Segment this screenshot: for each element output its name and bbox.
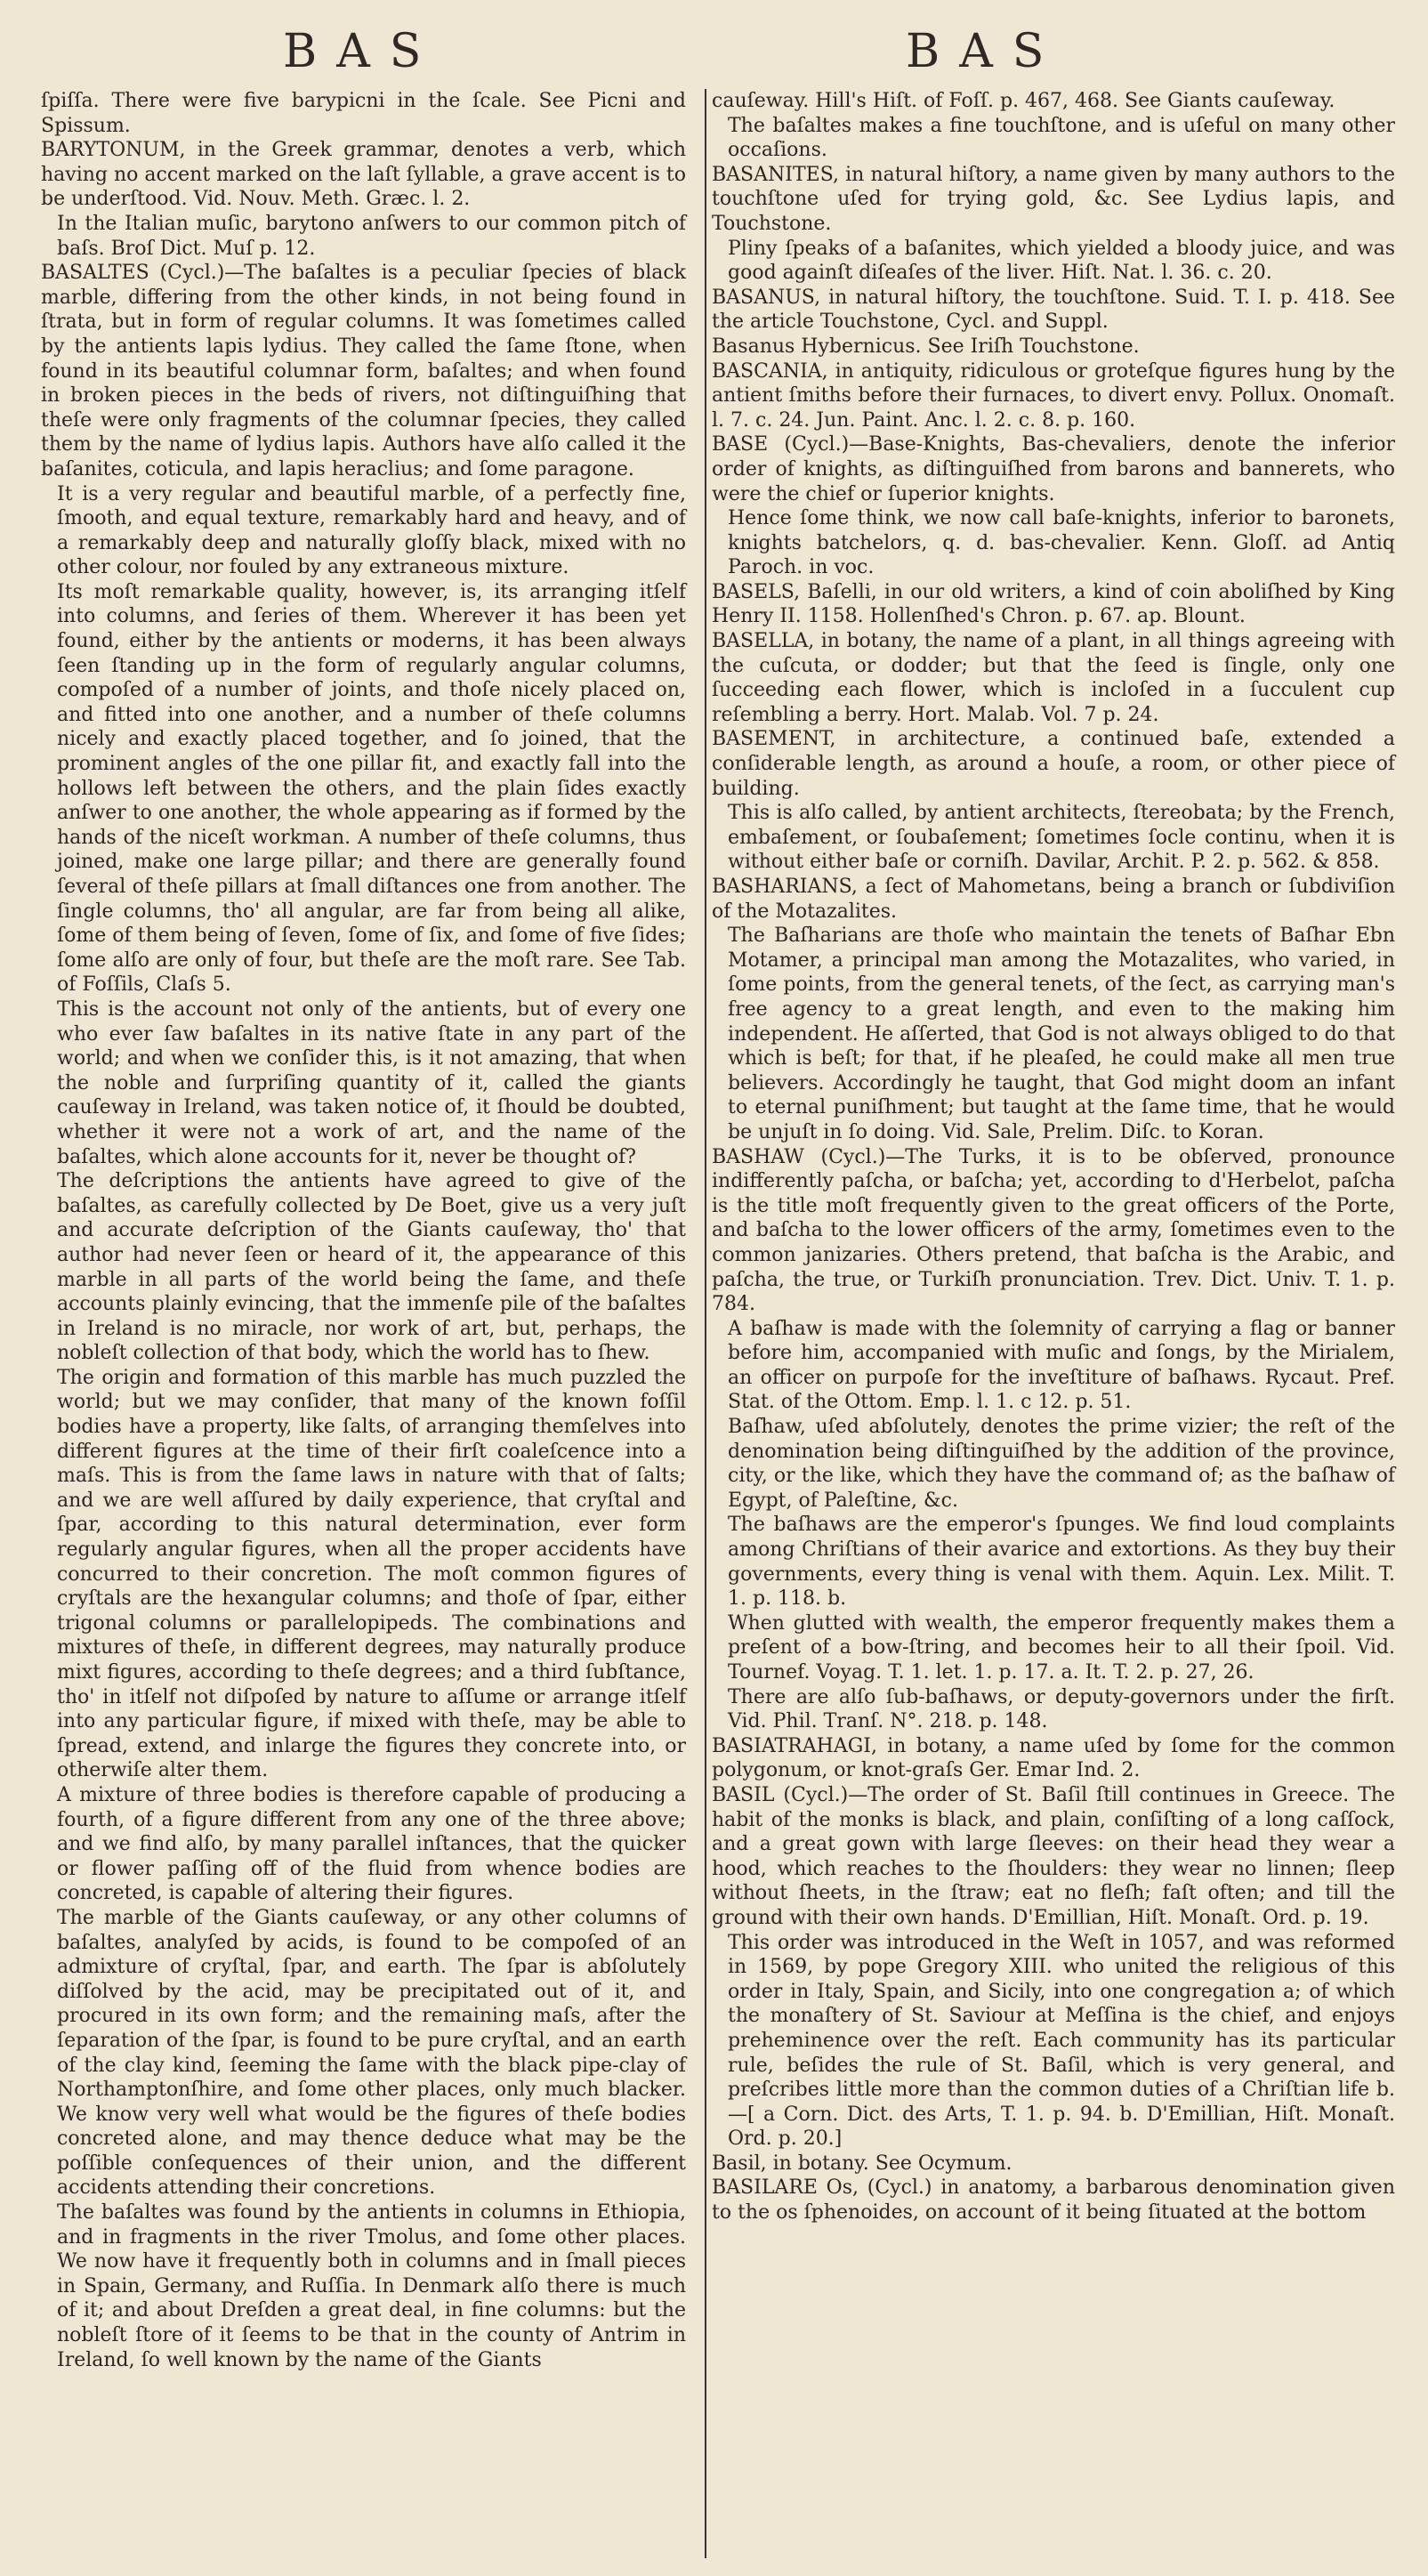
page-header-left: BAS (283, 25, 441, 78)
paragraph: cauſeway. Hill's Hiſt. of Foſſ. p. 467, 468. See Giants cauſeway. (712, 90, 1335, 112)
entry-paragraph: BASIATRAHAGI, in botany, a name uſed by ſome for the common polygonum, or knot-graſs Ger. Emar Ind. 2. (712, 1734, 1395, 1782)
entry-paragraph: Basil, in botany. See Ocymum. (712, 2152, 1013, 2175)
paragraph: This order was introduced in the Weſt in 1057, and was reformed in 1569, by pope Gregory XIII. who united the religious of this order in Italy, Spain, and Sicily, into one congregation a; of which the monaſtery of St. Saviour at Meſſina is the chief, and enjoys preheminence over the reſt. Each community has its particular rule, beſides the rule of St. Baſil, which is very general, and preſcribes little more than the common duties of a Chriſtian life b.—[ a Corn. Dict. des Arts, T. 1. p. 94. b. D'Emillian, Hiſt. Monaſt. Ord. p. 20.] (728, 1931, 1395, 2151)
entry-paragraph: BARYTONUM, in the Greek grammar, denotes a verb, which having no accent marked on the laſt ſyllable, a grave accent is to be underſtood. Vid. Nouv. Meth. Græc. l. 2. (41, 139, 687, 211)
paragraph: Baſhaw, uſed abſolutely, denotes the prime vizier; the reſt of the denomination being diſtinguiſhed by the addition of the province, city, or the like, which they have the command of; as the baſhaw of Egypt, of Paleſtine, &c. (728, 1416, 1395, 1512)
paragraph: There are alſo ſub-baſhaws, or deputy-governors under the firſt. Vid. Phil. Tranſ. N°. 218. p. 148. (728, 1685, 1395, 1733)
entry-paragraph: BASELLA, in botany, the name of a plant, in all things agreeing with the cuſcuta, or dodder; but that the ſeed is ſingle, only one ſucceeding each flower, which is incloſed in a ſucculent cup reſembling a berry. Hort. Malab. Vol. 7 p. 24. (712, 630, 1395, 726)
paragraph: The origin and formation of this marble has much puzzled the world; but we may conſider, that many of the known foſſil bodies have a property, like ſalts, of arranging themſelves into different figures at the time of their firſt coaleſcence into a maſs. This is from the ſame laws in nature with that of ſalts; and we are well aſſured by daily experience, that cryſtal and ſpar, according to this natural determination, ever form regularly angular figures, when all the proper accidents have concurred to their concretion. The moſt common figures of cryſtals are the hexangular columns; and thoſe of ſpar, either trigonal columns or parallelopipeds. The combinations and mixtures of theſe, in different degrees, may naturally produce mixt figures, according to theſe degrees; and a third ſubſtance, tho' in itſelf not diſpoſed by nature to aſſume or arrange itſelf into any particular figure, if mixed with theſe, may be able to ſpread, extend, and inlarge the figures they concrete into, or otherwiſe alter them. (57, 1366, 686, 1782)
paragraph: This is alſo called, by antient architects, ſtereobata; by the French, embaſement, or ſoubaſement; ſometimes ſocle continu, when it is without either baſe or corniſh. Davilar, Archit. P. 2. p. 562. & 858. (728, 802, 1395, 874)
entry-paragraph: BASELS, Baſelli, in our old writers, a kind of coin aboliſhed by King Henry II. 1158. Hollenſhed's Chron. p. 67. ap. Blount. (712, 580, 1395, 628)
page-header-right: BAS (906, 25, 1064, 78)
paragraph: A mixture of three bodies is therefore capable of producing a fourth, of a figure different from any one of the three above; and we find alſo, by many parallel inſtances, that the quicker or flower paſſing off of the fluid from whence bodies are concreted, is capable of altering their figures. (57, 1783, 686, 1905)
paragraph: When glutted with wealth, the emperor frequently makes them a preſent of a bow-ſtring, and becomes heir to all their ſpoil. Vid. Tournef. Voyag. T. 1. let. 1. p. 17. a. It. T. 2. p. 27, 26. (728, 1611, 1395, 1684)
column-divider (705, 89, 706, 2558)
paragraph: Pliny ſpeaks of a baſanites, which yielded a bloody juice, and was good againſt diſeaſes of the liver. Hiſt. Nat. l. 36. c. 20. (728, 237, 1395, 285)
paragraph: The baſaltes was found by the antients in columns in Ethiopia, and in fragments in the river Tmolus, and ſome other places. We now have it frequently both in columns and in ſmall pieces in Spain, Germany, and Ruſſia. In Denmark alſo there is much of it; and about Dreſden a great deal, in fine columns: but the nobleſt ſtore of it ſeems to be that in the county of Antrim in Ireland, ſo well known by the name of the Giants (57, 2201, 686, 2371)
entry-paragraph: BASANITES, in natural hiſtory, a name given by many authors to the touchſtone uſed for trying gold, &c. See Lydius lapis, and Touchstone. (712, 163, 1395, 235)
entry-paragraph: BASE (Cycl.)—Base-Knights, Bas-chevaliers, denote the inferior order of knights, as diſtinguiſhed from barons and bannerets, who were the chief or ſuperior knights. (712, 433, 1395, 505)
entry-paragraph: BASILARE Os, (Cycl.) in anatomy, a barbarous denomination given to the os ſphenoides, on account of it being ſituated at the bottom (712, 2176, 1395, 2225)
paragraph: ſpiſſa. There were five barypicni in the ſcale. See Picni and Spissum. (41, 90, 686, 137)
right-column (712, 89, 1395, 2225)
paragraph: It is a very regular and beautiful marble, of a perfectly fine, ſmooth, and equal texture, remarkably hard and heavy, and of a remarkably deep and naturally gloſſy black, mixed with no other colour, nor fouled by any extraneous mixture. (57, 482, 686, 579)
entry-paragraph: Basanus Hybernicus. See Iriſh Touchstone. (712, 335, 1140, 358)
paragraph: Hence ſome think, we now call baſe-knights, inferior to baronets, knights batchelors, q. d. bas-chevalier. Kenn. Gloſſ. ad Antiq Paroch. in voc. (728, 507, 1395, 579)
paragraph: The baſaltes makes a fine touchſtone, and is uſeful on many other occaſions. (728, 114, 1395, 162)
entry-paragraph: BASHARIANS, a ſect of Mahometans, being a branch or ſubdiviſion of the Motazalites. (712, 876, 1395, 923)
entry-paragraph: BASCANIA, in antiquity, ridiculous or groteſque figures hung by the antient ſmiths before their furnaces, to divert envy. Pollux. Onomaſt. l. 7. c. 24. Jun. Paint. Anc. l. 2. c. 8. p. 160. (712, 359, 1395, 432)
entry-paragraph: BASALTES (Cycl.)—The baſaltes is a peculiar ſpecies of black marble, differing from the other kinds, in not being found in ſtrata, but in form of regular columns. It was ſometimes called by the antients lapis lydius. They called the ſame ſtone, when found in its beautiful columnar form, baſaltes; and when found in broken pieces in the beds of rivers, not diſtinguiſhing that theſe were only fragments of the columnar ſpecies, they called them by the name of lydius lapis. Authors have alſo called it the baſanites, coticula, and lapis heraclius; and ſome paragone. (41, 262, 686, 480)
paragraph: The baſhaws are the emperor's ſpunges. We find loud complaints among Chriſtians of their avarice and extortions. As they buy their governments, every thing is venal with them. Aquin. Lex. Milit. T. 1. p. 118. b. (728, 1514, 1395, 1611)
paragraph: A baſhaw is made with the ſolemnity of carrying a flag or banner before him, accompanied with muſic and ſongs, by the Mirialem, an officer on purpoſe for the inveſtiture of baſhaws. Rycaut. Pref. Stat. of the Ottom. Emp. l. 1. c 12. p. 51. (728, 1317, 1395, 1414)
paragraph: In the Italian muſic, barytono anſwers to our common pitch of baſs. Broſ Dict. Muſ p. 12. (57, 212, 686, 260)
paragraph: The Baſharians are thoſe who maintain the tenets of Baſhar Ebn Motamer, a principal man among the Motazalites, who varied, in ſome points, from the general tenets, of the ſect, as carrying man's free agency to a great length, and even to the making him independent. He aſſerted, that God is not always obliged to do that which is beſt; for that, if he pleaſed, he could make all men true believers. Accordingly he taught, that God might doom an infant to eternal puniſhment; but taught at the ſame time, that he would be unjuſt in ſo doing. Vid. Sale, Prelim. Diſc. to Koran. (728, 925, 1395, 1143)
entry-paragraph: BASIL (Cycl.)—The order of St. Baſil ſtill continues in Greece. The habit of the monks is black, and plain, conſiſting of a long caſſock, and a great gown with large ſleeves: on their head they wear a hood, which reaches to the ſhoulders: they wear no linnen; ſleep without ſheets, in the ſtraw; eat no fleſh; faſt often; and till the ground with their own hands. D'Emillian, Hiſt. Monaſt. Ord. p. 19. (712, 1783, 1395, 1929)
paragraph: This is the account not only of the antients, but of every one who ever ſaw baſaltes in its native ſtate in any part of the world; and when we conſider this, is it not amazing, that when the noble and ſurpriſing quantity of it, called the giants cauſeway in Ireland, was taken notice of, it ſhould be doubted, whether it were not a work of art, and the name of the baſaltes, which alone accounts for it, never be thought of? (57, 997, 686, 1168)
entry-paragraph: BASEMENT, in architecture, a continued baſe, extended a conſiderable length, as around a houſe, a room, or other piece of building. (712, 728, 1395, 800)
paragraph: Its moſt remarkable quality, however, is, its arranging itſelf into columns, and ſeries of them. Wherever it has been yet found, either by the antients or moderns, it has been always ſeen ſtanding up in the form of regularly angular columns, compoſed of a number of joints, and thoſe nicely placed on, and fitted into one another, and a number of theſe columns nicely and exactly placed together, and ſo joined, that the prominent angles of the one pillar fit, and exactly fall into the hollows left between the others, and the plain ſides exactly anſwer to one another, the whole appearing as if formed by the hands of the niceſt workman. A number of theſe columns, thus joined, make one large pillar; and there are generally found ſeveral of theſe pillars at ſmall diſtances one from another. The ſingle columns, tho' all angular, are far from being all alike, ſome of them being of ſeven, ſome of ſix, and ſome of five ſides; ſome alſo are only of four, but theſe are the moſt rare. See Tab. of Foſſils, Claſs 5. (57, 580, 686, 997)
entry-paragraph: BASANUS, in natural hiſtory, the touchſtone. Suid. T. I. p. 418. See the article Touchstone, Cycl. and Suppl. (712, 286, 1395, 334)
paragraph: The marble of the Giants cauſeway, or any other columns of baſaltes, analyſed by acids, is found to be compoſed of an admixture of cryſtal, ſpar, and earth. The ſpar is abſolutely diſſolved by the acid, may be precipitated out of it, and procured in its own form; and the remaining maſs, after the ſeparation of the ſpar, is found to be pure cryſtal, and an earth of the clay kind, ſeeming the ſame with the black pipe-clay of Northamptonſhire, and ſome other places, only much blacker. We know very well what would be the figures of theſe bodies concreted alone, and may thence deduce what may be the poſſible conſequences of their union, and the different accidents attending their concretions. (57, 1906, 686, 2200)
entry-paragraph: BASHAW (Cycl.)—The Turks, it is to be obſerved, pronounce indifferently paſcha, or baſcha; yet, according to d'Herbelot, paſcha is the title moſt frequently given to the great officers of the Porte, and baſcha to the lower officers of the army, ſometimes even to the common janizaries. Others pretend, that baſcha is the Arabic, and paſcha, the true, or Turkiſh pronunciation. Trev. Dict. Univ. T. 1. p. 784. (712, 1145, 1395, 1316)
paragraph: The deſcriptions the antients have agreed to give of the baſaltes, as carefully collected by De Boet, give us a very juſt and accurate deſcription of the Giants cauſeway, tho' that author had never ſeen or heard of it, the appearance of this marble in all parts of the world being the ſame, and theſe accounts plainly evincing, that the immenſe pile of the baſaltes in Ireland is no miracle, nor work of art, but, perhaps, the nobleſt collection of that body, which the world has to ſhew. (57, 1170, 686, 1365)
left-column (41, 89, 686, 2372)
